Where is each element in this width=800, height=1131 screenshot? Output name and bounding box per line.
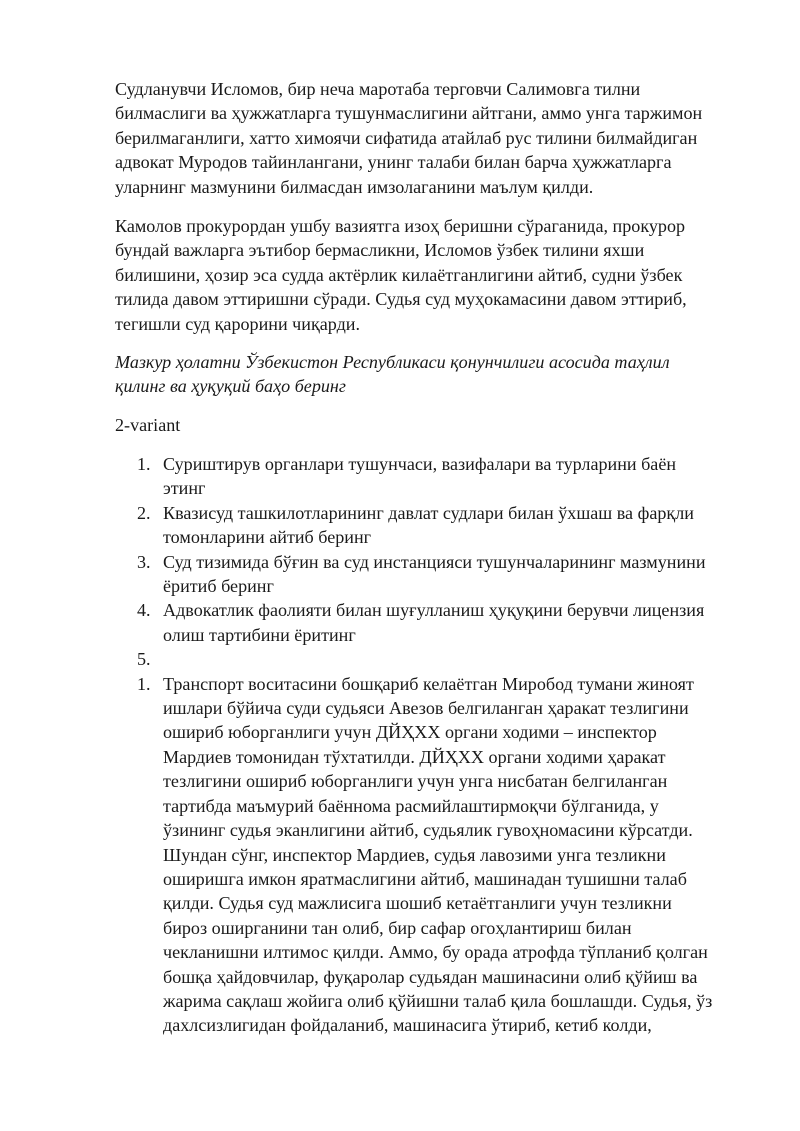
text-line: ишлари бўйича суди судьяси Авезов белгиланган ҳаракат тезлигини — [163, 698, 689, 719]
list-item — [115, 452, 755, 501]
text-line: Адвокатлик фаолияти билан шуғулланиш ҳуқуқини берувчи лицензия — [163, 600, 705, 621]
text-line: билишини, ҳозир эса судда актёрлик килаётганлигини айтиб, судни ўзбек — [115, 264, 683, 285]
list-number: 1. — [137, 673, 151, 694]
text-line: бундай важларга эътибор бермасликни, Исломов ўзбек тилини яхши — [115, 240, 645, 261]
text-line — [163, 647, 755, 671]
text-line: Камолов прокурордан ушбу вазиятга изоҳ беришни сўраганида, прокурор — [115, 216, 686, 236]
text-line: қилди. Судья суд мажлисига шошиб кетаётганлиги учун тезликни — [163, 893, 672, 914]
list-item — [115, 550, 755, 599]
text-line: Суриштирув органлари тушунчаси, вазифалари ва турларини баён — [163, 454, 677, 474]
text-line: томонларини айтиб беринг — [163, 527, 372, 548]
text-line: қилинг ва ҳуқуқий баҳо беринг — [115, 376, 346, 397]
text-line: берилмаганлиги, хатто химоячи сифатида атайлаб рус тилини билмайдиган — [115, 127, 698, 148]
list-number: 1. — [137, 454, 151, 474]
text-line: ошириб юборганлиги учун ДЙҲХХ органи ходими – инспектор — [163, 722, 657, 743]
text-line: билмаслиги ва ҳужжатларга тушунмаслигини айтгани, аммо унга таржимон — [115, 103, 703, 124]
text-line: уларнинг мазмунини билмасдан имзолаганини маълум қилди. — [115, 176, 594, 197]
text-line: ёритиб беринг — [163, 576, 274, 597]
text-line: Транспорт воситасини бошқариб келаётган Миробод тумани жиноят — [163, 673, 694, 694]
text-line: тартибда маъмурий баённома расмийлаштирмоқчи бўлганида, у — [163, 795, 659, 816]
text-line: тезлигини ошириб юборганлиги учун унга нисбатан белгиланган — [163, 771, 668, 792]
text-line: тегишли суд қарорини чиқарди. — [115, 313, 360, 334]
text-line: 2-variant — [115, 415, 181, 435]
list-item — [115, 598, 755, 647]
text-line: Квазисуд ташкилотларининг давлат судлари билан ўхшаш ва фарқли — [163, 502, 694, 523]
text-line: адвокат Муродов тайинлангани, унинг талаби билан барча ҳужжатларга — [115, 152, 672, 173]
variant-heading — [115, 413, 715, 437]
text-line: Мазкур ҳолатни Ўзбекистон Республикаси қонунчилиги асосида таҳлил — [115, 352, 670, 372]
text-line: оширишга имкон яратмаслигини айтиб, машинадан тушишни талаб — [163, 868, 687, 889]
text-line: бошқа ҳайдовчилар, фуқаролар судьядан машинасини олиб қўйиш ва — [163, 966, 698, 987]
text-line: жарима сақлаш жойига олиб қўйишни талаб қила бошлашди. Судья, ўз — [163, 990, 713, 1011]
text-line: тилида давом эттиришни сўради. Судья суд муҳокамасини давом эттириб, — [115, 289, 687, 310]
task-instruction — [115, 350, 715, 399]
text-line: этинг — [163, 478, 206, 499]
text-line: чекланишни илтимос қилди. Аммо, бу орада атрофда тўпланиб қолган — [163, 942, 708, 963]
text-line: ўзининг судья эканлигини айтиб, судьялик гувоҳномасини кўрсатди. — [163, 820, 693, 841]
list-number: 3. — [137, 551, 151, 572]
list-item — [115, 501, 755, 550]
list-item — [115, 647, 755, 671]
paragraph-prosecutor — [115, 214, 715, 336]
list-number: 4. — [137, 600, 151, 621]
list-item — [115, 672, 755, 1038]
list-number: 5. — [137, 649, 151, 670]
text-line: Мардиев томонидан тўхтатилди. ДЙҲХХ органи ходими ҳаракат — [163, 746, 666, 767]
paragraph-testimony — [115, 77, 715, 199]
question-list — [115, 452, 755, 1038]
text-line: дахлсизлигидан фойдаланиб, машинасига ўтириб, кетиб колди, — [163, 1015, 652, 1036]
text-line: Судланувчи Исломов, бир неча маротаба терговчи Салимовга тилни — [115, 79, 641, 99]
text-line: Суд тизимида бўғин ва суд инстанцияси тушунчаларининг мазмунини — [163, 551, 706, 572]
text-line: бироз оширганини тан олиб, бир сафар огоҳлантириш билан — [163, 917, 632, 938]
list-number: 2. — [137, 502, 151, 523]
text-line: Шундан сўнг, инспектор Мардиев, судья лавозими унга тезликни — [163, 844, 666, 865]
text-line: олиш тартибини ёритинг — [163, 624, 356, 645]
